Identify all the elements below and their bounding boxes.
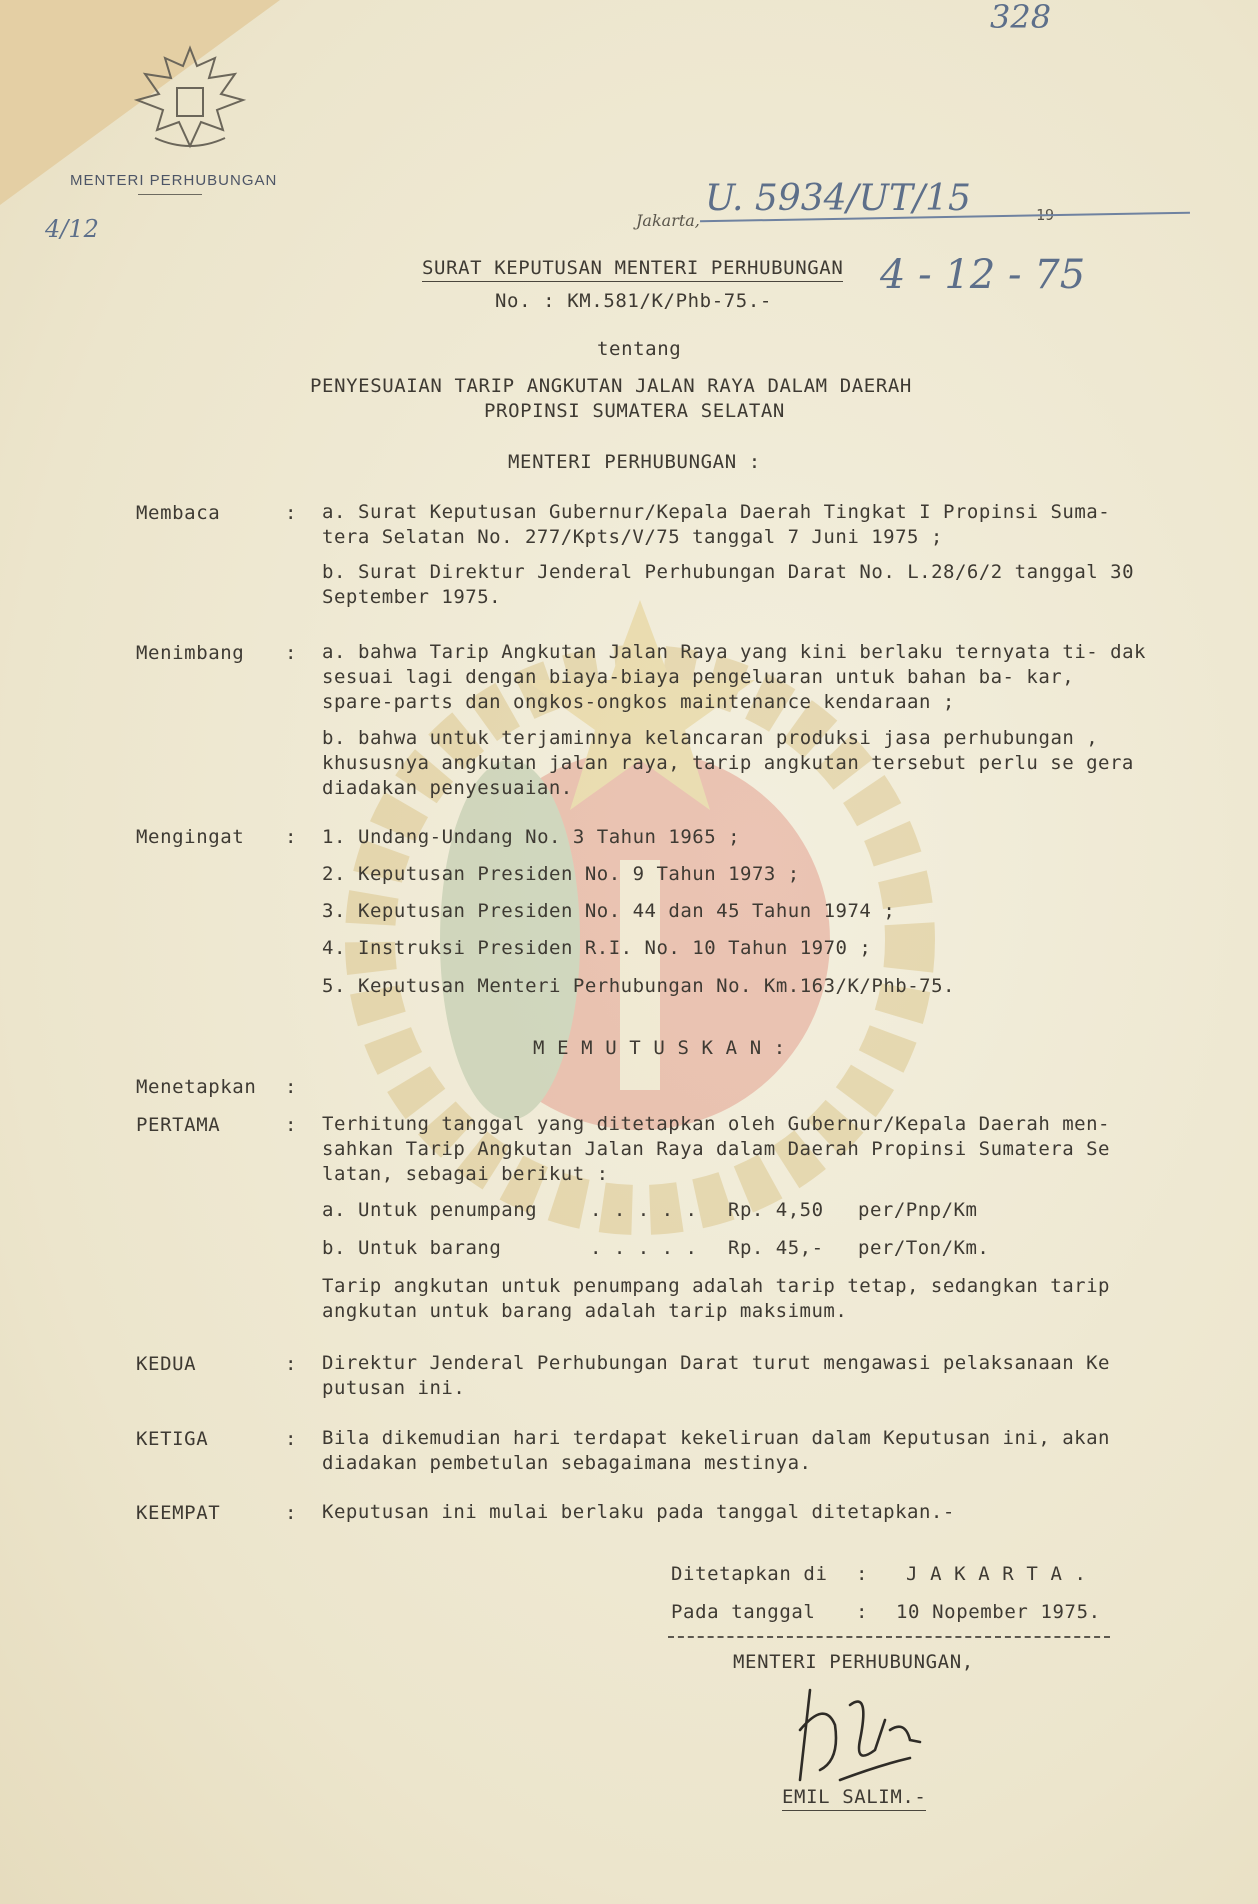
place-printed: Jakarta, [636, 211, 700, 230]
tentang-label: tentang [597, 338, 682, 360]
closing-rule [668, 1636, 1110, 1638]
item-marker: b. [322, 561, 346, 583]
garuda-emblem-icon [125, 38, 255, 158]
closing-place-label: Ditetapkan di [671, 1563, 828, 1585]
menetapkan-colon: : [285, 1076, 297, 1098]
tariff-amount: Rp. 45,- [728, 1237, 824, 1259]
subject-line-2: PROPINSI SUMATERA SELATAN [484, 400, 785, 422]
signature-drawing [780, 1670, 950, 1790]
signer-name: EMIL SALIM.- [782, 1785, 926, 1811]
tariff-dots: . . . . . [590, 1199, 698, 1221]
membaca-item-b [322, 560, 1147, 610]
item-text: Instruksi Presiden R.I. No. 10 Tahun 1970 ; [358, 937, 872, 959]
item-text: Keputusan Menteri Perhubungan No. Km.163/K/Phb-75. [358, 975, 955, 997]
year-printed: 19 [1036, 206, 1055, 224]
closing-date-label: Pada tanggal [671, 1601, 816, 1623]
pertama-label: PERTAMA [136, 1114, 221, 1136]
item-marker: 2. [322, 863, 346, 885]
item-marker: 1. [322, 826, 346, 848]
closing-date-value: 10 Nopember 1975. [896, 1601, 1101, 1623]
item-marker: a. [322, 641, 346, 663]
item-text: Keputusan Presiden No. 44 dan 45 Tahun 1974 ; [358, 900, 896, 922]
decree-number: No. : KM.581/K/Phb-75.- [495, 290, 772, 312]
pertama-note: Tarip angkutan untuk penumpang adalah tarip tetap, sedangkan tarip angkutan untuk barang adalah tarip maksimum. [322, 1275, 1110, 1322]
margin-note-handwritten: 4/12 [45, 215, 99, 243]
mengingat-colon: : [285, 826, 297, 848]
item-marker: b. [322, 727, 346, 749]
ketiga-text: Bila dikemudian hari terdapat kekeliruan dalam Keputusan ini, akan diadakan pembetulan sebagaimana mestinya. [322, 1427, 1110, 1474]
pertama-text: Terhitung tanggal yang ditetapkan oleh Gubernur/Kepala Daerah men- sahkan Tarip Angkutan Jalan Raya dalam Daerah Propinsi Sumatera Se latan, sebagai berikut : [322, 1113, 1110, 1185]
mengingat-item-3 [322, 900, 895, 922]
item-marker: 3. [322, 900, 346, 922]
closing-date-colon: : [856, 1601, 869, 1623]
page-number-handwritten: 328 [990, 0, 1052, 36]
memutuskan-heading: M E M U T U S K A N : [533, 1037, 786, 1059]
mengingat-item-1 [322, 826, 740, 848]
document-title: SURAT KEPUTUSAN MENTERI PERHUBUNGAN [422, 256, 843, 282]
tariff-item: Untuk penumpang [358, 1199, 538, 1221]
mengingat-item-2 [322, 863, 800, 885]
tariff-item: Untuk barang [358, 1237, 502, 1259]
item-text: Surat Keputusan Gubernur/Kepala Daerah Tingkat I Propinsi Suma- tera Selatan No. 277/Kpts/V/75 tanggal 7 Juni 1975 ; [322, 501, 1111, 548]
membaca-item-a [322, 500, 1147, 550]
menimbang-colon: : [285, 642, 297, 664]
item-marker: a. [322, 501, 346, 523]
tariff-dots: . . . . . [590, 1237, 698, 1259]
item-text: Undang-Undang No. 3 Tahun 1965 ; [358, 826, 741, 848]
item-text: bahwa untuk terjaminnya kelancaran produksi jasa perhubungan , khususnya angkutan jalan raya, tarip angkutan tersebut perlu se gera diadakan penyesuaian. [322, 727, 1134, 799]
issuer-heading: MENTERI PERHUBUNGAN : [508, 451, 761, 473]
membaca-colon: : [285, 502, 297, 524]
item-text: Surat Direktur Jenderal Perhubungan Darat No. L.28/6/2 tanggal 30 September 1975. [322, 561, 1135, 608]
subject-line-1: PENYESUAIAN TARIP ANGKUTAN JALAN RAYA DALAM DAERAH [310, 375, 912, 397]
tariff-marker: a. [322, 1199, 346, 1221]
item-text: Keputusan Presiden No. 9 Tahun 1973 ; [358, 863, 800, 885]
menimbang-item-b [322, 726, 1147, 801]
item-text: bahwa Tarip Angkutan Jalan Raya yang kini berlaku ternyata ti- dak sesuai lagi dengan biaya-biaya pengeluaran untuk bahan ba- kar, spare-parts dan ongkos-ongkos maintenance kendaraan ; [322, 641, 1146, 713]
tariff-marker: b. [322, 1237, 346, 1259]
menimbang-item-a [322, 640, 1147, 715]
membaca-label: Membaca [136, 502, 221, 524]
item-marker: 4. [322, 937, 346, 959]
mengingat-label: Mengingat [136, 826, 245, 848]
mengingat-item-4 [322, 937, 871, 959]
tariff-unit: per/Ton/Km. [858, 1237, 990, 1259]
letterhead-rule [138, 194, 202, 195]
registration-handwritten: U. 5934/UT/15 [705, 178, 971, 219]
kedua-colon: : [285, 1353, 297, 1375]
closing-place-value: J A K A R T A . [906, 1563, 1087, 1585]
ketiga-label: KETIGA [136, 1428, 209, 1450]
keempat-text: Keputusan ini mulai berlaku pada tanggal ditetapkan.- [322, 1501, 955, 1523]
signer-title: MENTERI PERHUBUNGAN, [733, 1651, 974, 1673]
ketiga-colon: : [285, 1428, 297, 1450]
keempat-label: KEEMPAT [136, 1502, 221, 1524]
tariff-row-goods [322, 1237, 989, 1259]
tariff-amount: Rp. 4,50 [728, 1199, 824, 1221]
kedua-label: KEDUA [136, 1353, 197, 1375]
closing-place-colon: : [856, 1563, 869, 1585]
mengingat-item-5 [322, 975, 955, 997]
tariff-unit: per/Pnp/Km [858, 1199, 978, 1221]
kedua-text: Direktur Jenderal Perhubungan Darat turut mengawasi pelaksanaan Ke putusan ini. [322, 1352, 1110, 1399]
item-marker: 5. [322, 975, 346, 997]
tariff-row-passenger [322, 1199, 977, 1221]
pertama-colon: : [285, 1114, 297, 1136]
keempat-colon: : [285, 1502, 297, 1524]
date-handwritten: 4 - 12 - 75 [880, 252, 1086, 298]
menimbang-label: Menimbang [136, 642, 245, 664]
ministry-letterhead: MENTERI PERHUBUNGAN [70, 172, 278, 189]
menetapkan-label: Menetapkan [136, 1076, 257, 1098]
